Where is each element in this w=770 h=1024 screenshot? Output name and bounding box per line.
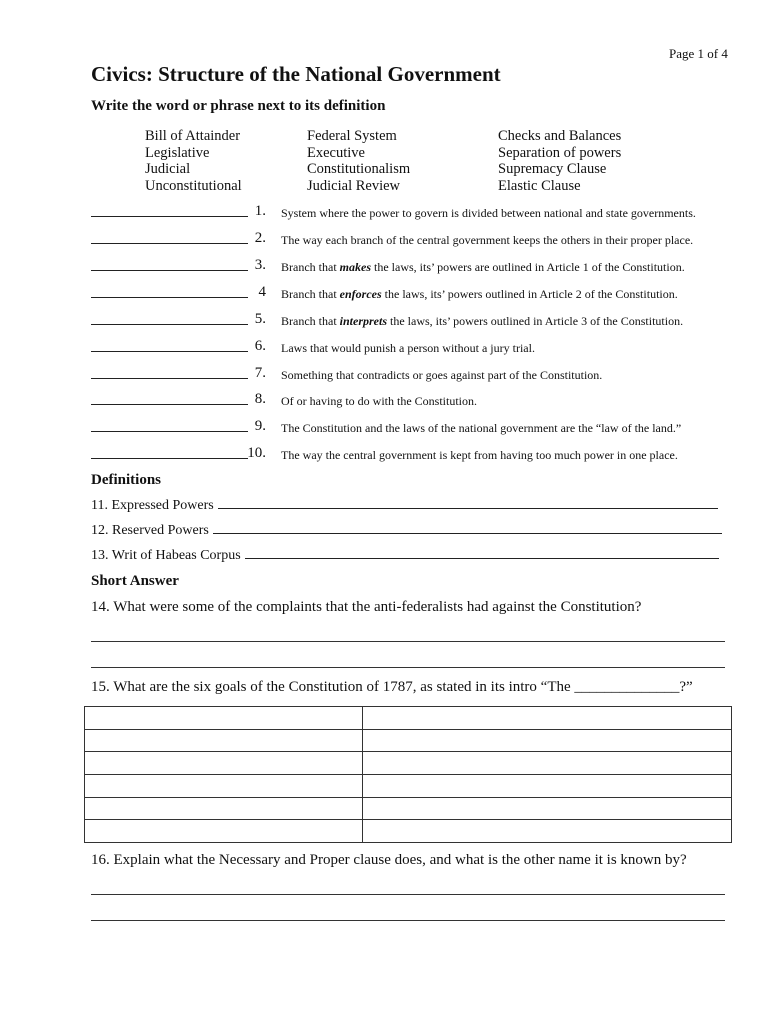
answer-line[interactable] (91, 270, 248, 271)
table-cell[interactable] (363, 752, 732, 775)
word-bank-term: Constitutionalism (307, 161, 411, 177)
question-number: 4 (258, 284, 266, 300)
table-row (85, 820, 732, 843)
worksheet-title: Civics: Structure of the National Government (91, 62, 501, 86)
question-number: 5. (254, 311, 266, 327)
answer-line[interactable] (91, 378, 248, 379)
question-number: 3. (254, 257, 266, 273)
definitions-heading: Definitions (91, 472, 162, 488)
definition-row (91, 523, 722, 539)
word-bank-term: Federal System (307, 128, 397, 144)
word-bank-term: Checks and Balances (498, 128, 622, 144)
instruction-text: Write the word or phrase next to its definition (91, 98, 386, 114)
table-row (85, 797, 732, 820)
table-cell[interactable] (363, 797, 732, 820)
word-bank-term: Judicial Review (307, 177, 401, 194)
table-cell[interactable] (85, 707, 363, 730)
word-bank-column-2 (307, 128, 410, 194)
answer-line[interactable] (91, 458, 248, 459)
definition-label: 13. Writ of Habeas Corpus (91, 548, 241, 563)
answer-line[interactable] (91, 667, 725, 668)
answer-line[interactable] (91, 216, 248, 217)
table-cell[interactable] (363, 707, 732, 730)
table-cell[interactable] (85, 820, 363, 843)
table-cell[interactable] (363, 775, 732, 798)
emphasized-word: enforces (339, 287, 382, 301)
word-bank-term: Legislative (145, 144, 210, 161)
table-cell[interactable] (363, 729, 732, 752)
goals-table (84, 706, 732, 843)
definition-text-part: Branch that (281, 287, 340, 301)
answer-line[interactable] (213, 533, 722, 534)
definition-text: Of or having to do with the Constitution. (281, 394, 477, 408)
question-16: 16. Explain what the Necessary and Proper clause does, and what is the other name it is known by? (91, 852, 687, 868)
table-row (85, 707, 732, 730)
word-bank-term: Bill of Attainder (145, 128, 241, 144)
definition-text-part: Branch that (281, 260, 340, 274)
definition-text: The way each branch of the central government keeps the others in their proper place. (281, 233, 694, 247)
answer-line[interactable] (91, 404, 248, 405)
table-row (85, 752, 732, 775)
table-cell[interactable] (85, 797, 363, 820)
question-number: 9. (254, 418, 266, 434)
question-number: 7. (254, 365, 266, 381)
answer-line[interactable] (218, 508, 718, 509)
definition-text-part: the laws, its’ powers outlined in Article 2 of the Constitution. (381, 287, 678, 301)
answer-line[interactable] (91, 243, 248, 244)
table-cell[interactable] (85, 775, 363, 798)
word-bank-term: Executive (307, 144, 365, 161)
answer-line[interactable] (245, 558, 719, 559)
word-bank-column-1 (145, 128, 242, 194)
answer-line[interactable] (91, 894, 725, 895)
table-row (85, 729, 732, 752)
question-number: 2. (254, 230, 266, 246)
question-number: 10. (247, 445, 266, 461)
emphasized-word: interprets (339, 314, 387, 328)
answer-line[interactable] (91, 641, 725, 642)
word-bank-term: Judicial (145, 161, 191, 177)
definition-text (281, 287, 678, 302)
definition-text (281, 314, 683, 329)
short-answer-heading: Short Answer (91, 573, 179, 589)
definition-text: The Constitution and the laws of the national government are the “law of the land.” (281, 421, 682, 435)
table-cell[interactable] (85, 752, 363, 775)
table-cell[interactable] (85, 729, 363, 752)
definition-text: Laws that would punish a person without a jury trial. (281, 341, 535, 355)
table-cell[interactable] (363, 820, 732, 843)
answer-line[interactable] (91, 324, 248, 325)
question-number: 8. (254, 391, 266, 407)
word-bank-term: Separation of powers (498, 144, 622, 161)
question-14: 14. What were some of the complaints that the anti-federalists had against the Constitution? (91, 599, 642, 615)
word-bank-term: Unconstitutional (145, 177, 242, 194)
question-15: 15. What are the six goals of the Constitution of 1787, as stated in its intro “The ______________?” (91, 679, 693, 695)
definition-text: The way the central government is kept from having too much power in one place. (281, 448, 678, 462)
definition-text-part: Branch that (281, 314, 340, 328)
question-number: 6. (254, 338, 266, 354)
answer-line[interactable] (91, 297, 248, 298)
definition-text-part: the laws, its’ powers outlined in Article 3 of the Constitution. (387, 314, 684, 328)
answer-line[interactable] (91, 431, 248, 432)
definition-text (281, 260, 685, 275)
emphasized-word: makes (339, 260, 371, 274)
table-row (85, 775, 732, 798)
word-bank-column-3 (498, 128, 621, 194)
definition-text-part: the laws, its’ powers are outlined in Article 1 of the Constitution. (371, 260, 685, 274)
definition-label: 12. Reserved Powers (91, 523, 209, 538)
word-bank-term: Supremacy Clause (498, 161, 607, 177)
answer-line[interactable] (91, 920, 725, 921)
answer-line[interactable] (91, 351, 248, 352)
definition-label: 11. Expressed Powers (91, 498, 214, 513)
page-number: Page 1 of 4 (669, 46, 728, 61)
definition-text: Something that contradicts or goes against part of the Constitution. (281, 368, 603, 382)
definition-text: System where the power to govern is divided between national and state governments. (281, 206, 696, 220)
question-number: 1. (254, 203, 266, 219)
definition-row (91, 548, 719, 564)
definition-row (91, 498, 718, 514)
word-bank-term: Elastic Clause (498, 177, 581, 194)
